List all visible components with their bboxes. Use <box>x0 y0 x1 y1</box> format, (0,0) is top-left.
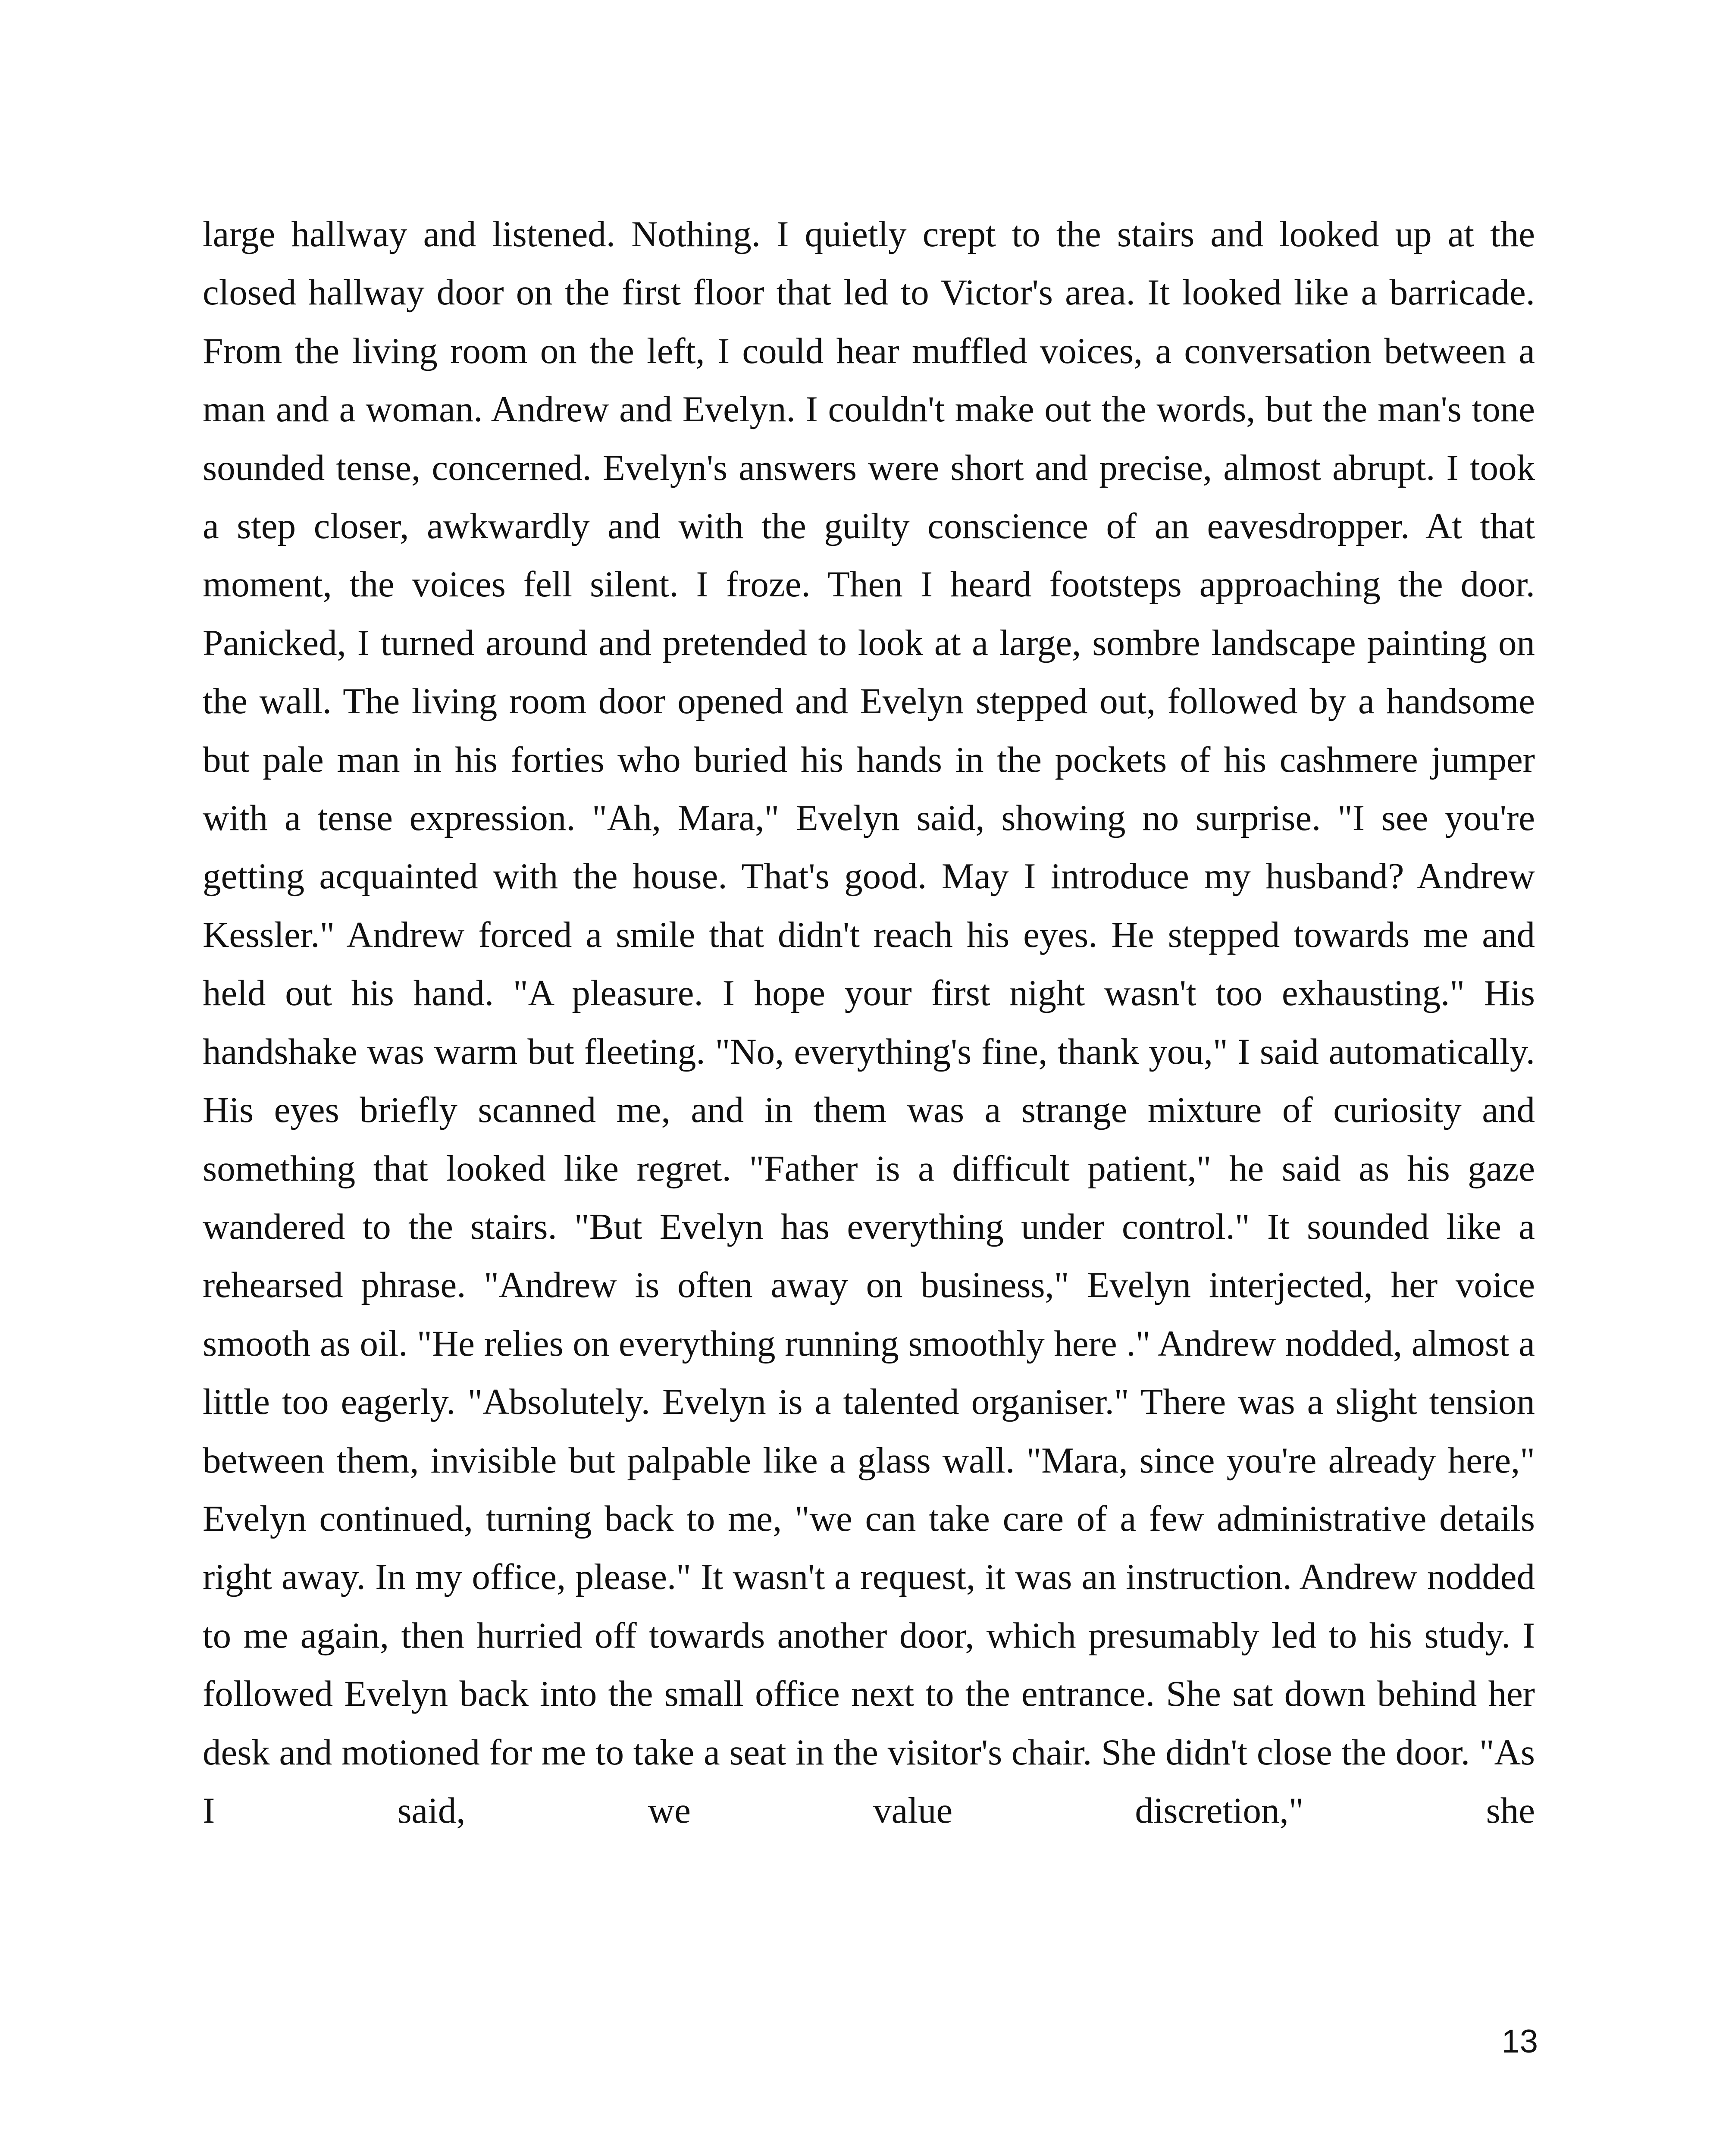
page-number: 13 <box>1501 2023 1538 2060</box>
body-paragraph: large hallway and listened. Nothing. I quietly crept to the stairs and looked up at the closed hallway door on the first floor that led to Victor's area. It looked like a barricade. From the living room on the left, I could hear muffled voices, a conversation between a man and a woman. Andrew and Evelyn. I couldn't make out the words, but the man's tone sounded tense, concerned. Evelyn's answers were short and precise, almost abrupt. I took a step closer, awkwardly and with the guilty conscience of an eavesdropper. At that moment, the voices fell silent. I froze. Then I heard footsteps approaching the door. Panicked, I turned around and pretended to look at a large, sombre landscape painting on the wall. The living room door opened and Evelyn stepped out, followed by a handsome but pale man in his forties who buried his hands in the pockets of his cashmere jumper with a tense expression. "Ah, Mara," Evelyn said, showing no surprise. "I see you're getting acquainted with the house. That's good. May I introduce my husband? Andrew Kessler." Andrew forced a smile that didn't reach his eyes. He stepped towards me and held out his hand. "A pleasure. I hope your first night wasn't too exhausting." His handshake was warm but fleeting. "No, everything's fine, thank you," I said automatically. His eyes briefly scanned me, and in them was a strange mixture of curiosity and something that looked like regret. "Father is a difficult patient," he said as his gaze wandered to the stairs. "But Evelyn has everything under control." It sounded like a rehearsed phrase. "Andrew is often away on business," Evelyn interjected, her voice smooth as oil. "He relies on everything running smoothly here ." Andrew nodded, almost a little too eagerly. "Absolutely. Evelyn is a talented organiser." There was a slight tension between them, invisible but palpable like a glass wall. "Mara, since you're already here," Evelyn continued, turning back to me, "we can take care of a few administrative details right away. In my office, please." It wasn't a request, it was an instruction. Andrew nodded to me again, then hurried off towards another door, which presumably led to his study. I followed Evelyn back into the small office next to the entrance. She sat down behind her desk and motioned for me to take a seat in the visitor's chair. She didn't close the door. "As I said, we value discretion," she <box>203 214 1535 1831</box>
